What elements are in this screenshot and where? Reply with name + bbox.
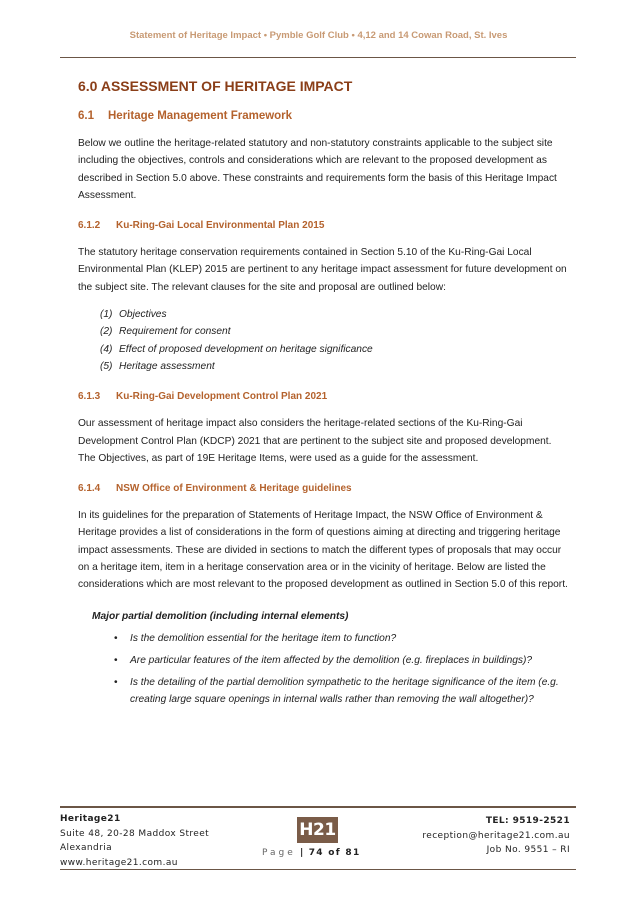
subsection-heading <box>78 110 568 122</box>
footer-divider <box>60 806 576 808</box>
klep-paragraph: The statutory heritage conservation requirements contained in Section 5.10 of the Ku-Ring-Gai Local Environmental Plan (KLEP) 2015 are pertinent to any heritage impact assessment for future development on the subject site. The relevant clauses for the site and proposal are outlined below: <box>78 247 567 293</box>
list-item <box>100 358 568 375</box>
footer-website: www.heritage21.com.au <box>60 857 178 868</box>
kdcp-heading <box>78 391 568 402</box>
nsw-paragraph: In its guidelines for the preparation of Statements of Heritage Impact, the NSW Office of Environment & Heritage provides a list of considerations in the form of questions aiming at directing and triggering heritage impact assessments. These are divided in sections to match the different types of proposals that may occur on a heritage item, item in a heritage conservation area or in the vicinity of heritage. Below are listed the considerations which are most relevant to the proposed development as outlined in Section 5.0 of this report. <box>78 510 568 591</box>
klep-clause-list <box>100 306 568 375</box>
page-content <box>78 78 568 713</box>
clause-mark: (2) <box>100 326 113 338</box>
footer-job: Job No. 9551 – RI <box>486 845 570 855</box>
footer-address-line-1: Suite 48, 20-28 Maddox Street <box>60 828 210 839</box>
page-label: Page <box>262 848 296 858</box>
demolition-question-list <box>114 630 568 708</box>
clause-mark: (1) <box>100 309 113 321</box>
header-divider <box>60 57 576 58</box>
page-count: 74 of 81 <box>308 848 361 858</box>
section-title: 6.0 ASSESSMENT OF HERITAGE IMPACT <box>78 78 353 94</box>
footer-address-line-2: Alexandria <box>60 843 113 853</box>
page-separator: | <box>299 848 305 858</box>
footer-email: reception@heritage21.com.au <box>422 830 570 841</box>
nsw-heading <box>78 483 568 494</box>
kdcp-paragraph: Our assessment of heritage impact also considers the heritage-related sections of the Ku-Ring-Gai Development Control Plan (KDCP) 2021 that are pertinent to the subject site and proposed development. The Objectives, as part of 19E Heritage Items, were used as a guide for the assessment. <box>78 418 552 464</box>
kdcp-title: Ku-Ring-Gai Development Control Plan 2021 <box>116 391 328 403</box>
heritage21-logo: H21 <box>297 817 338 843</box>
intro-paragraph: Below we outline the heritage-related statutory and non-statutory constraints applicable to the subject site including the objectives, controls and considerations which are relevant to the proposed development as described in Section 5.0 above. These constraints and requirements form the basis of this Heritage Impact Assessment. <box>78 138 557 201</box>
subsection-title: Heritage Management Framework <box>108 110 293 122</box>
nsw-number: 6.1.4 <box>78 483 101 495</box>
running-header: Statement of Heritage Impact • Pymble Golf Club • 4,12 and 14 Cowan Road, St. Ives <box>129 30 508 41</box>
footer-org: Heritage21 <box>60 814 121 824</box>
list-item <box>100 306 568 323</box>
klep-number: 6.1.2 <box>78 220 101 232</box>
question-text: Is the demolition essential for the heritage item to function? <box>130 632 397 644</box>
subsection-number: 6.1 <box>78 110 94 122</box>
question-text: Is the detailing of the partial demolition sympathetic to the heritage significance of the item (e.g. creating large square openings in internal walls rather than removing the wall altogether)? <box>130 676 559 705</box>
klep-title: Ku-Ring-Gai Local Environmental Plan 2015 <box>116 220 325 232</box>
clause-mark: (5) <box>100 360 113 372</box>
nsw-title: NSW Office of Environment & Heritage guidelines <box>116 483 352 495</box>
klep-heading <box>78 220 568 231</box>
list-item <box>114 630 568 647</box>
bullet-icon: • <box>114 676 118 688</box>
clause-text: Requirement for consent <box>119 326 231 338</box>
clause-mark: (4) <box>100 343 113 355</box>
bullet-icon: • <box>114 632 118 644</box>
kdcp-number: 6.1.3 <box>78 391 101 403</box>
footer-address <box>60 812 209 870</box>
clause-text: Heritage assessment <box>119 360 215 372</box>
list-item <box>100 323 568 340</box>
demolition-subheading: Major partial demolition (including internal elements) <box>92 610 349 622</box>
list-item <box>100 341 568 358</box>
bullet-icon: • <box>114 654 118 666</box>
question-text: Are particular features of the item affected by the demolition (e.g. fireplaces in buildings)? <box>130 654 533 666</box>
clause-text: Effect of proposed development on heritage significance <box>119 343 373 355</box>
bottom-divider <box>60 869 576 870</box>
list-item <box>114 674 568 708</box>
list-item <box>114 652 568 669</box>
footer-tel: TEL: 9519-2521 <box>485 816 570 826</box>
page-number <box>262 848 361 858</box>
footer-contact <box>422 814 570 858</box>
clause-text: Objectives <box>119 309 167 321</box>
